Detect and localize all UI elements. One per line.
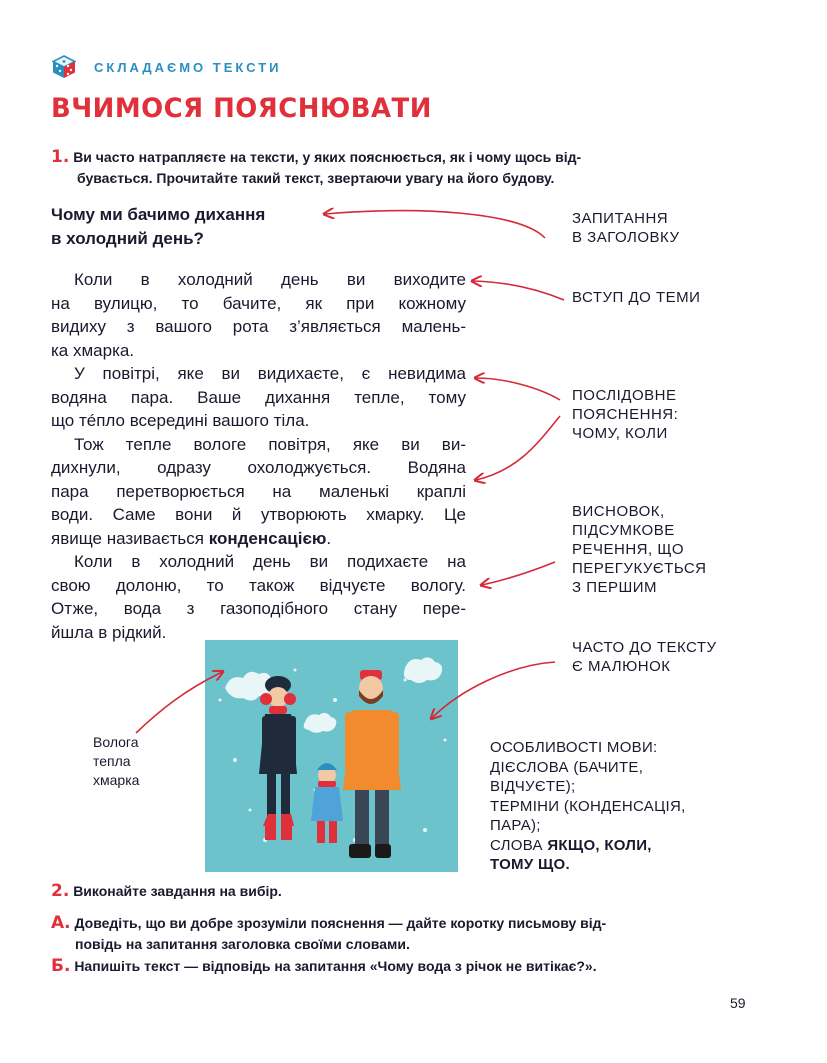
- feature-line: ВІДЧУЄТЕ);: [490, 778, 576, 795]
- task-1-line: бувається. Прочитайте такий текст, звертаючи увагу на його будову.: [77, 170, 555, 186]
- annotation-line: ПОСЛІДОВНЕ: [572, 387, 677, 404]
- text-line: Отже, вода з газоподібного стану пере-: [51, 599, 466, 618]
- section-label: СКЛАДАЄМО ТЕКСТИ: [94, 60, 282, 75]
- feature-line: ПАРА);: [490, 817, 541, 834]
- task-1-line: Ви часто натрапляєте на тексти, у яких пояснюється, як і чому щось від-: [73, 149, 582, 165]
- text-line: пара перетворюється на маленькі краплі: [51, 481, 466, 501]
- task-a-line: повідь на запитання заголовка своїми словами.: [75, 936, 410, 952]
- feature-fragment: СЛОВА: [490, 836, 548, 854]
- term-condensation: конденсацією: [208, 528, 327, 548]
- text-fragment: явище називається: [51, 528, 209, 548]
- annotation-line: ВИСНОВОК,: [572, 503, 665, 520]
- task-a-line: Доведіть, що ви добре зрозуміли пояснення — дайте коротку письмову від-: [74, 915, 607, 931]
- text-fragment: .: [326, 528, 332, 548]
- feature-keywords: ТОМУ ЩО.: [490, 856, 570, 873]
- caption-line: хмарка: [93, 772, 140, 788]
- text-line: Тож тепле вологе повітря, яке ви ви-: [74, 434, 466, 454]
- feature-keywords: ЯКЩО, КОЛИ,: [547, 836, 652, 854]
- annotation-line: ЧАСТО ДО ТЕКСТУ: [572, 639, 717, 656]
- annotation-line: ПЕРЕГУКУЄТЬСЯ: [572, 560, 707, 577]
- feature-line: ОСОБЛИВОСТІ МОВИ:: [490, 739, 658, 756]
- feature-line: ДІЄСЛОВА (БАЧИТЕ,: [490, 758, 644, 776]
- text-line: Коли в холодний день ви виходите: [74, 270, 466, 289]
- text-line: свою долоню, то також відчуєте вологу.: [51, 575, 466, 595]
- text-line: ка хмарка.: [51, 340, 135, 360]
- task-2-text: Виконайте завдання на вибір.: [73, 883, 282, 899]
- task-number: 1.: [51, 147, 70, 167]
- annotation-line: РЕЧЕННЯ, ЩО: [572, 541, 685, 558]
- lesson-title: ВЧИМОСЯ ПОЯСНЮВАТИ: [51, 93, 432, 124]
- text-line: У повітрі, яке ви видихаєте, є невидима: [74, 364, 466, 383]
- text-line: що тéпло всередині вашого тіла.: [51, 411, 310, 430]
- annotation-line: ВСТУП ДО ТЕМИ: [572, 289, 701, 306]
- title-line: Чому ми бачимо дихання: [51, 205, 266, 224]
- task-a: [51, 913, 741, 955]
- annotation-line: ПОЯСНЕННЯ:: [572, 406, 679, 423]
- annotation-line: З ПЕРШИМ: [572, 579, 658, 596]
- page-number: 59: [730, 995, 746, 1011]
- annotation-line: В ЗАГОЛОВКУ: [572, 229, 680, 246]
- annotation-line: ЗАПИТАННЯ: [572, 210, 669, 227]
- text-line: водяна пара. Ваше дихання тепле, тому: [51, 387, 466, 407]
- task-2: [51, 881, 282, 902]
- text-line: йшла в рідкий.: [51, 622, 167, 642]
- text-line: Коли в холодний день ви подихаєте на: [74, 552, 466, 571]
- caption-line: Волога: [93, 734, 139, 750]
- text-line: на вулицю, то бачите, як при кожному: [51, 293, 466, 313]
- annotation-line: Є МАЛЮНОК: [572, 658, 671, 675]
- task-letter: А.: [51, 913, 71, 933]
- task-b: [51, 956, 751, 977]
- feature-line: ТЕРМІНИ (КОНДЕНСАЦІЯ,: [490, 797, 686, 815]
- caption-line: тепла: [93, 753, 131, 769]
- annotation-line: ЧОМУ, КОЛИ: [572, 425, 668, 442]
- task-letter: Б.: [51, 956, 71, 976]
- task-b-text: Напишіть текст — відповідь на запитання «Чому вода з річок не витікає?».: [74, 958, 597, 974]
- title-line: в холодний день?: [51, 229, 204, 248]
- text-line: води. Саме вони й утворюють хмарку. Це: [51, 505, 466, 524]
- task-number: 2.: [51, 881, 70, 901]
- text-line: дихнули, одразу охолоджується. Водяна: [51, 458, 466, 477]
- text-line: видиху з вашого рота з’являється малень-: [51, 317, 466, 336]
- annotation-line: ПІДСУМКОВЕ: [572, 522, 675, 539]
